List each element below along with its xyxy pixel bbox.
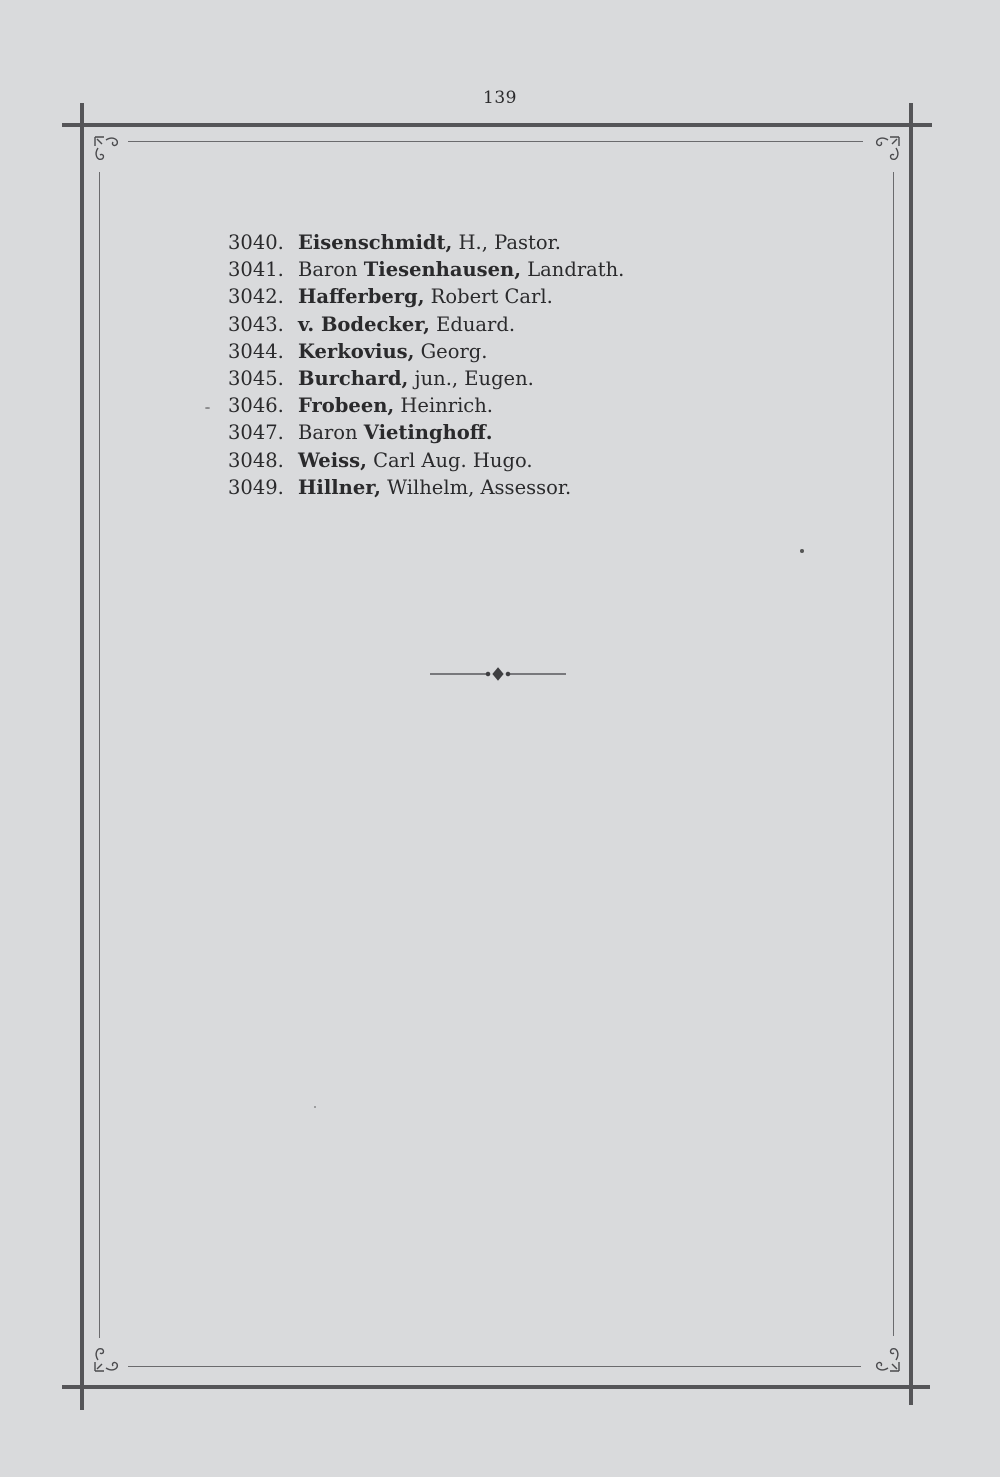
paper-speck <box>205 407 210 409</box>
list-item <box>228 229 624 256</box>
entry-details: Landrath. <box>521 258 625 282</box>
entry-details: H., Pastor. <box>452 231 561 254</box>
entry-text <box>298 392 493 419</box>
frame-inner-top <box>128 141 863 142</box>
entry-surname: Burchard, <box>298 367 409 391</box>
entry-text <box>298 338 487 365</box>
entry-prefix: Baron <box>298 258 364 282</box>
entry-details: Wilhelm, Assessor. <box>380 475 572 499</box>
entry-surname: Kerkovius, <box>298 339 415 363</box>
frame-outer-bottom <box>62 1385 930 1389</box>
list-item <box>228 283 624 310</box>
entry-surname: Hafferberg, <box>298 285 425 309</box>
entry-number: 3041. <box>228 258 284 282</box>
entry-details: Eduard. <box>429 312 516 336</box>
entry-surname: v. Bodecker, <box>298 312 430 336</box>
entry-number: 3047. <box>228 421 284 445</box>
page-number: 139 <box>483 88 517 108</box>
entry-number: 3046. <box>228 394 284 418</box>
frame-inner-left <box>99 172 100 1338</box>
frame-inner-bottom <box>128 1366 861 1367</box>
list-item <box>228 365 624 392</box>
list-item <box>228 447 624 474</box>
divider-ornament-icon <box>430 665 566 683</box>
entry-number: 3043. <box>228 312 284 336</box>
frame-outer-right <box>909 103 913 1405</box>
entry-details: jun., Eugen. <box>408 367 534 391</box>
list-item <box>228 311 624 338</box>
entry-number: 3049. <box>228 475 284 499</box>
entry-details: Robert Carl. <box>424 285 553 309</box>
entry-prefix: Baron <box>298 421 364 445</box>
entry-details: Heinrich. <box>394 394 493 418</box>
entry-number: 3045. <box>228 367 284 391</box>
corner-ornament-top-right-icon <box>872 134 902 164</box>
entry-surname: Frobeen, <box>298 394 395 418</box>
list-item <box>228 419 624 446</box>
entry-surname: Tiesenhausen, <box>363 258 522 282</box>
entry-text <box>298 474 571 501</box>
entry-surname: Weiss, <box>298 448 367 472</box>
entry-surname: Vietinghoff. <box>363 421 493 445</box>
entry-text <box>298 229 561 256</box>
entry-text <box>298 365 534 392</box>
entry-surname: Hillner, <box>298 475 381 499</box>
frame-outer-top <box>62 123 932 127</box>
entry-number: 3042. <box>228 285 284 309</box>
entry-details: Georg. <box>414 339 488 363</box>
corner-ornament-bottom-right-icon <box>872 1344 902 1374</box>
entry-number: 3044. <box>228 339 284 363</box>
entry-text <box>298 419 493 446</box>
entry-details: Carl Aug. Hugo. <box>366 448 533 472</box>
list-item <box>228 474 624 501</box>
entry-number: 3040. <box>228 231 284 254</box>
frame-outer-left <box>80 103 84 1410</box>
entry-text <box>298 311 515 338</box>
list-item <box>228 256 624 283</box>
entry-number: 3048. <box>228 448 284 472</box>
member-list <box>228 229 624 501</box>
list-item <box>228 338 624 365</box>
paper-speck <box>314 1106 316 1108</box>
entry-surname: Eisenschmidt, <box>298 231 453 254</box>
entry-text <box>298 447 533 474</box>
frame-inner-right <box>893 172 894 1336</box>
corner-ornament-top-left-icon <box>92 134 122 164</box>
entry-text <box>298 256 624 283</box>
entry-text <box>298 283 553 310</box>
paper-speck <box>800 549 804 553</box>
list-item <box>228 392 624 419</box>
corner-ornament-bottom-left-icon <box>92 1344 122 1374</box>
